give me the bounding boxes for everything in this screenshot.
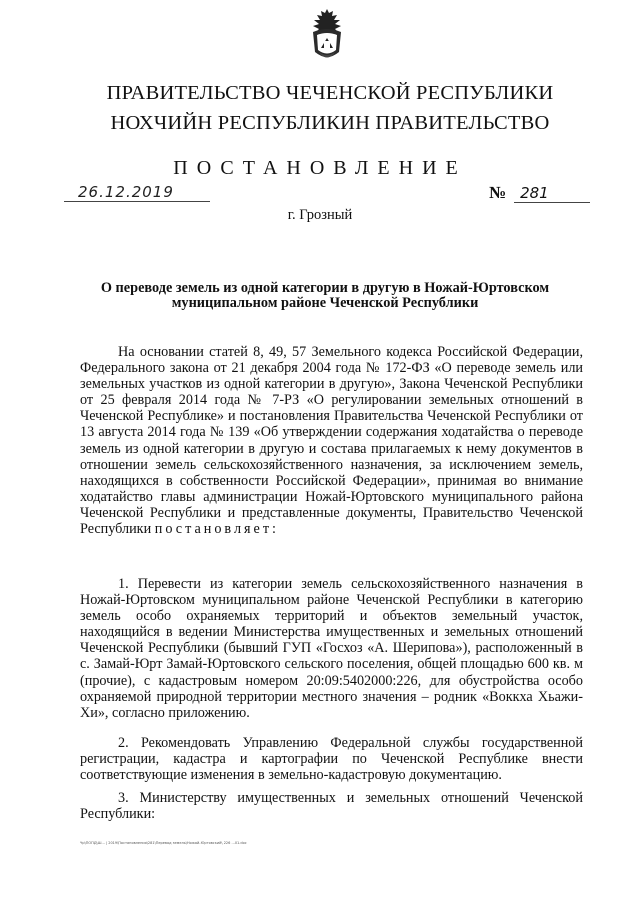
document-type: ПОСТАНОВЛЕНИЕ bbox=[173, 157, 467, 179]
government-name-russian: ПРАВИТЕЛЬСТВО ЧЕЧЕНСКОЙ РЕСПУБЛИКИ bbox=[106, 82, 554, 104]
clause-2-paragraph: 2. Рекомендовать Управлению Федеральной службы государственной регистрации, кадастра и картографии по Чеченской Республике внести соответствующие изменения в земельно-кадастровую документацию. bbox=[80, 735, 583, 784]
decree-word: постановляет: bbox=[154, 521, 279, 538]
document-number: 281 bbox=[514, 184, 590, 203]
document-date: 26.12.2019 bbox=[64, 183, 210, 202]
preamble-text: На основании статей 8, 49, 57 Земельного кодекса Российской Федерации, Федерального закона от 21 декабря 2004 года № 172-ФЗ «О переводе земель или земельных участков из одной категории в другую», Закона Чеченской Республики от 25 февраля 2014 года № 7-РЗ «О регулировании земельных отношений в Чеченской Республике» и постановления Правительства Чеченской Республики от 13 августа 2014 года № 139 «Об утверждении содержания ходатайства о переводе земель из одной категории в другую и состава прилагаемых к нему документов в отношении земель сельскохозяйственного назначения, за исключением земель, находящихся в собственности Российской Федерации», принимая во внимание ходатайство главы администрации Ножай-Юртовского муниципального района Чеченской Республики и представленные документы, Правительство Чеченской Республики bbox=[80, 344, 583, 538]
document-number-block bbox=[489, 184, 590, 203]
coat-of-arms-emblem bbox=[306, 8, 348, 64]
government-name-chechen: НОХЧИЙН РЕСПУБЛИКИН ПРАВИТЕЛЬСТВО bbox=[110, 112, 550, 134]
clause-1-paragraph: 1. Перевести из категории земель сельскохозяйственного назначения в Ножай-Юртовском муниципальном районе Чеченской Республики в категорию земель особо охраняемых территорий и объектов земельный участок, находящийся в ведении Министерства имущественных и земельных отношений Чеченской Республики (бывший ГУП «Госхоз «А. Шерипова»), расположенный в с. Замай-Юрт Замай-Юртовского сельского поселения, общей площадью 600 кв. м (прочие), с кадастровым номером 20:09:5402000:226, для обустройства особо охраняемой природной территории местного значения – родник «Воккха Хьажи-Хи», согласно приложению. bbox=[80, 576, 583, 721]
clause-3-paragraph: 3. Министерству имущественных и земельных отношений Чеченской Республики: bbox=[80, 790, 583, 823]
file-path-footer: Чр\ПОПД\Ш... | 2019\Постановления\281\Перевод земель\Ножай-Юртовский\ 226 ...01.doc bbox=[80, 841, 247, 845]
document-title: О переводе земель из одной категории в другую в Ножай-Юртовском муниципальном районе Чеченской Республики bbox=[100, 280, 550, 311]
city-name: г. Грозный bbox=[287, 207, 353, 223]
preamble-paragraph bbox=[80, 344, 583, 537]
number-sign: № bbox=[489, 183, 507, 202]
